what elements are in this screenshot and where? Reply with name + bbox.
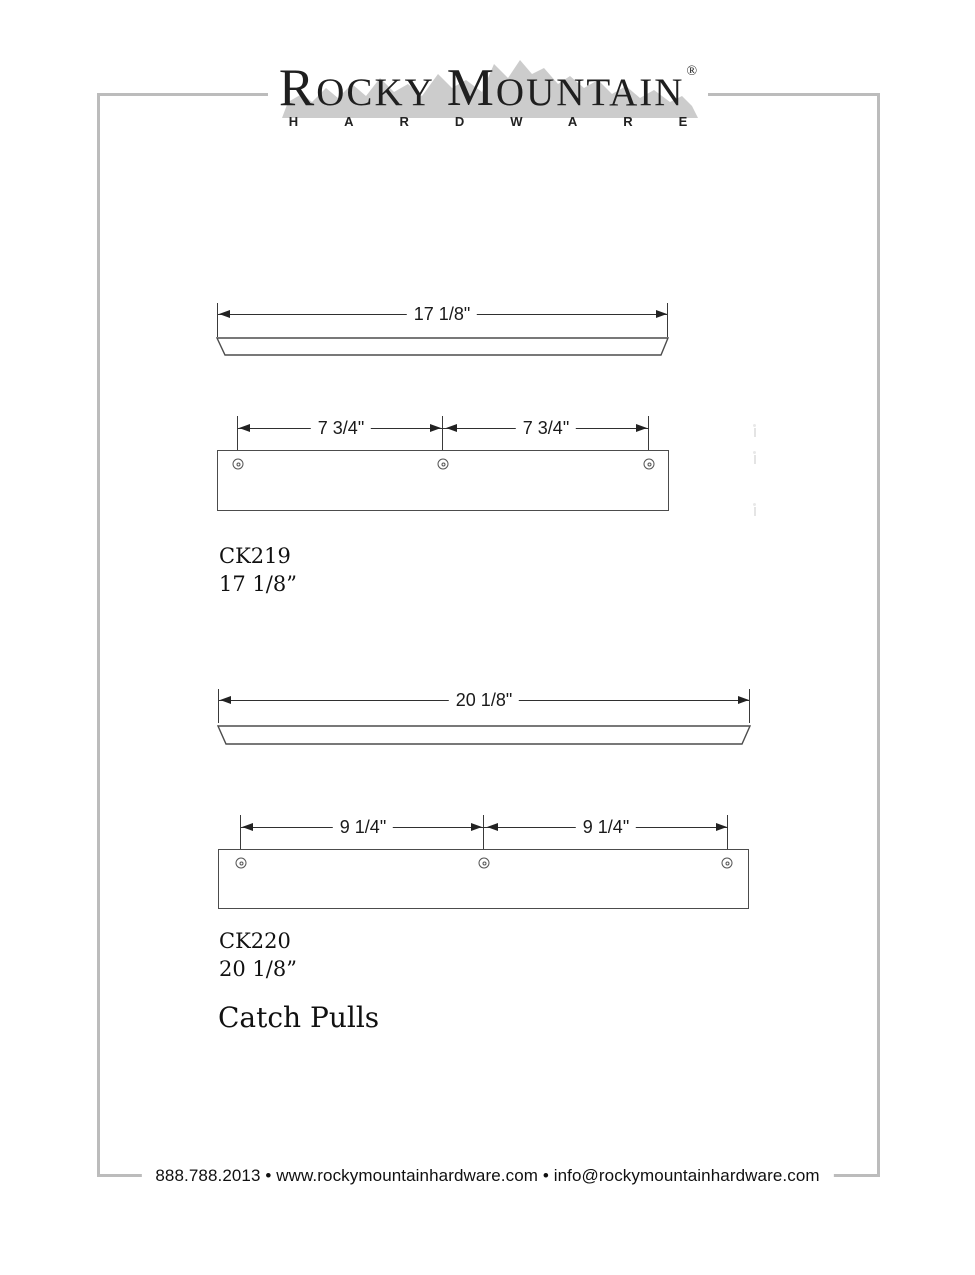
registered-trademark-icon: ® bbox=[686, 64, 698, 79]
dimension-line bbox=[238, 428, 649, 429]
extension-line bbox=[217, 303, 218, 337]
dimension-label-spacing-right: 9 1/4" bbox=[576, 818, 636, 838]
arrowhead-right-icon bbox=[656, 310, 667, 318]
arrowhead-right-icon bbox=[716, 823, 727, 831]
arrowhead-left-icon bbox=[242, 823, 253, 831]
ck220-profile-view bbox=[217, 725, 752, 746]
brand-logo bbox=[268, 44, 734, 136]
screw-hole bbox=[722, 858, 733, 869]
brand-wordmark bbox=[268, 59, 708, 117]
wordmark-letter: R bbox=[278, 59, 317, 117]
dimension-label-overall: 20 1/8" bbox=[449, 691, 519, 711]
arrowhead-right-icon bbox=[738, 696, 749, 704]
scan-artifact bbox=[753, 451, 756, 464]
model-size: 17 1/8” bbox=[219, 572, 297, 596]
wordmark-letters: OCKY bbox=[316, 71, 435, 114]
arrowhead-right-icon bbox=[636, 424, 647, 432]
arrowhead-left-icon bbox=[219, 310, 230, 318]
arrowhead-left-icon bbox=[446, 424, 457, 432]
model-number: CK219 bbox=[219, 544, 291, 568]
arrowhead-right-icon bbox=[430, 424, 441, 432]
arrowhead-right-icon bbox=[471, 823, 482, 831]
screw-hole bbox=[236, 858, 247, 869]
extension-line bbox=[667, 303, 668, 337]
ck219-profile-view bbox=[216, 337, 670, 357]
screw-hole bbox=[644, 459, 655, 470]
extension-line bbox=[218, 689, 219, 723]
dimension-label-spacing-left: 9 1/4" bbox=[333, 818, 393, 838]
scan-artifact bbox=[753, 503, 756, 516]
page-frame bbox=[97, 93, 880, 1177]
dimension-label-overall: 17 1/8" bbox=[407, 305, 477, 325]
screw-hole bbox=[438, 459, 449, 470]
extension-line bbox=[749, 689, 750, 723]
scan-artifact bbox=[753, 424, 756, 437]
model-size: 20 1/8” bbox=[219, 957, 297, 981]
page-title: Catch Pulls bbox=[218, 1001, 380, 1034]
arrowhead-left-icon bbox=[487, 823, 498, 831]
dimension-label-spacing-left: 7 3/4" bbox=[311, 419, 371, 439]
dimension-label-spacing-right: 7 3/4" bbox=[516, 419, 576, 439]
footer-contact: 888.788.2013 • www.rockymountainhardware.com • info@rockymountainhardware.com bbox=[141, 1162, 833, 1190]
arrowhead-left-icon bbox=[220, 696, 231, 704]
brand-subtitle: HARDWARE bbox=[288, 114, 734, 129]
wordmark-letter: M bbox=[446, 59, 496, 117]
wordmark-letters: OUNTAIN bbox=[495, 71, 685, 114]
screw-hole bbox=[479, 858, 490, 869]
arrowhead-left-icon bbox=[239, 424, 250, 432]
screw-hole bbox=[233, 459, 244, 470]
dimension-line bbox=[241, 827, 728, 828]
model-number: CK220 bbox=[219, 929, 291, 953]
